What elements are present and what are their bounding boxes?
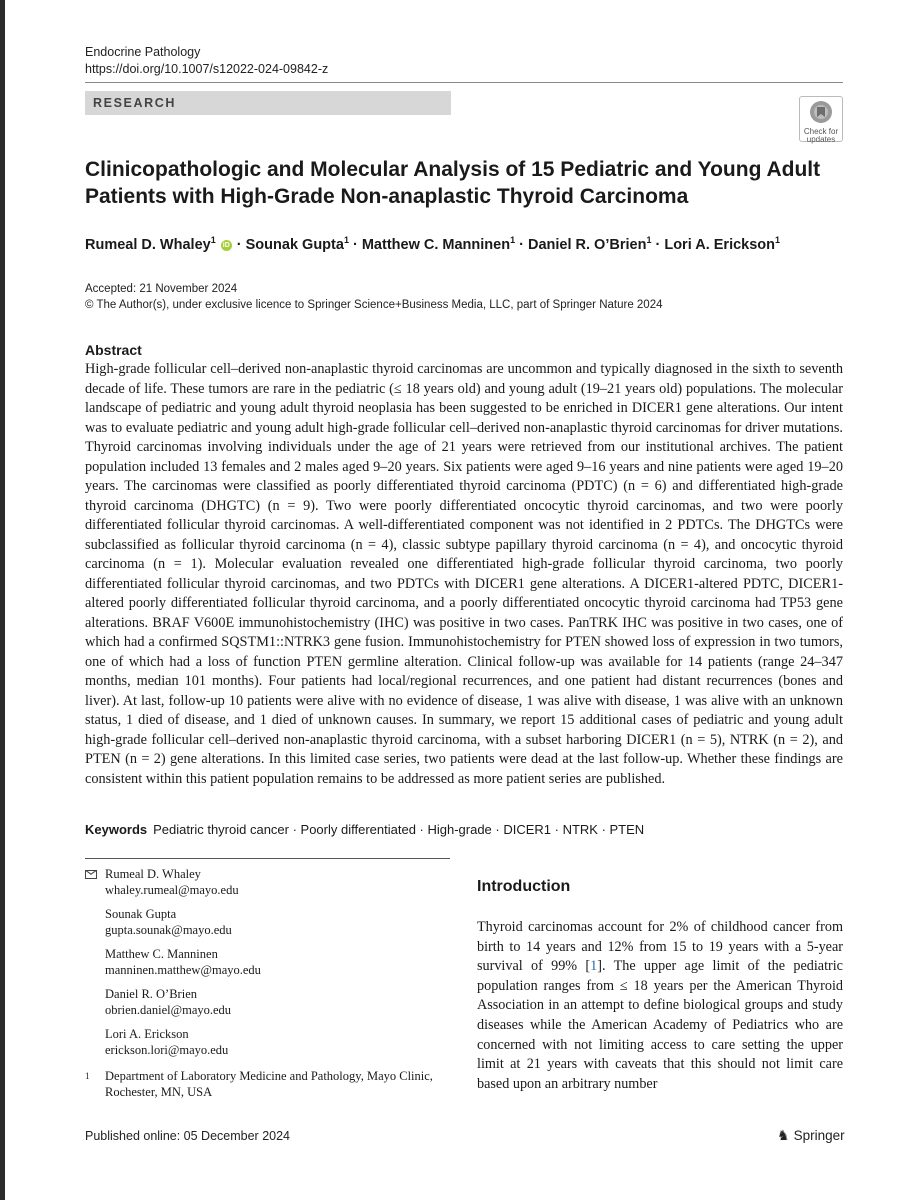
- introduction-heading: Introduction: [477, 878, 571, 895]
- doi-link[interactable]: https://doi.org/10.1007/s12022-024-09842-z: [85, 62, 329, 76]
- keywords-label: Keywords: [85, 822, 148, 837]
- author-affiliation-mark: 1: [343, 235, 349, 245]
- introduction-text: [477, 918, 843, 1094]
- journal-name: Endocrine Pathology: [85, 45, 201, 59]
- author-affiliation-mark: 1: [646, 235, 652, 245]
- article-dates: [85, 282, 845, 313]
- author-name[interactable]: Daniel R. O’Brien: [527, 236, 647, 253]
- abstract-heading: Abstract: [85, 342, 142, 358]
- author-name[interactable]: Lori A. Erickson: [664, 236, 775, 253]
- footnote-divider: [85, 858, 450, 859]
- intro-text-part2: ]. The upper age limit of the pediatric population ranges from ≤ 18 years per the American Thyroid Association in an attempt to define biological groups and study diseases while the American Academy of Pediatrics who are concerned with not limiting access to care setting the upper limit at 21 years with caveats that this should not limit care based upon an arbitrary number: [477, 958, 843, 1092]
- author-name[interactable]: Matthew C. Manninen: [361, 236, 511, 253]
- contact-entry: [85, 946, 450, 978]
- contact-name: Daniel R. O’Brien: [105, 987, 197, 1001]
- contact-entry: [85, 866, 450, 898]
- author-affiliation-mark: 1: [210, 235, 216, 245]
- publisher-name: Springer: [793, 1128, 845, 1143]
- contact-email[interactable]: gupta.sounak@mayo.edu: [105, 923, 232, 937]
- contact-email[interactable]: erickson.lori@mayo.edu: [105, 1043, 229, 1057]
- keywords-list: Pediatric thyroid cancer · Poorly differentiated · High-grade · DICER1 · NTRK · PTEN: [153, 822, 645, 837]
- section-label: RESEARCH: [85, 91, 451, 115]
- accepted-date: Accepted: 21 November 2024: [85, 283, 238, 295]
- affiliation-footnote: [85, 1068, 450, 1100]
- check-updates-icon: [808, 99, 834, 125]
- article-title: Clinicopathologic and Molecular Analysis of 15 Pediatric and Young Adult Patients with High-Grade Non-anaplastic Thyroid Carcinoma: [85, 158, 821, 208]
- contact-entry: [85, 1026, 450, 1058]
- check-for-updates-badge[interactable]: [799, 96, 843, 142]
- author-name[interactable]: Sounak Gupta: [245, 236, 344, 253]
- contact-name: Rumeal D. Whaley: [105, 867, 201, 881]
- author-affiliation-mark: 1: [775, 235, 781, 245]
- check-updates-line1: Check for: [803, 126, 839, 136]
- header-divider: [85, 82, 843, 83]
- affiliation-text: Department of Laboratory Medicine and Pathology, Mayo Clinic, Rochester, MN, USA: [105, 1069, 433, 1099]
- author-list: Rumeal D. Whaley$^1$ iD · Sounak Gupta$^1$ · Matthew C. Manninen$^1$ · Daniel R. O’Brien$^1$ · Lori A. Erickson$^1$: [85, 235, 781, 253]
- springer-horse-icon: ♞: [777, 1127, 790, 1143]
- contact-name: Matthew C. Manninen: [105, 947, 218, 961]
- author-name[interactable]: Rumeal D. Whaley: [85, 236, 211, 253]
- contact-name: Sounak Gupta: [105, 907, 177, 921]
- copyright-notice: © The Author(s), under exclusive licence to Springer Science+Business Media, LLC, part of Springer Nature 2024: [85, 298, 663, 311]
- corresponding-contacts: [85, 866, 450, 1066]
- keywords: [85, 822, 845, 837]
- published-date: Published online: 05 December 2024: [85, 1129, 290, 1143]
- journal-header: [85, 44, 328, 78]
- citation-link[interactable]: 1: [590, 958, 598, 975]
- contact-email[interactable]: manninen.matthew@mayo.edu: [105, 963, 261, 977]
- contact-entry: [85, 906, 450, 938]
- contact-email[interactable]: obrien.daniel@mayo.edu: [105, 1003, 232, 1017]
- publisher-logo: [777, 1127, 845, 1144]
- orcid-icon[interactable]: iD: [222, 241, 230, 249]
- contact-entry: [85, 986, 450, 1018]
- affiliation-number: 1: [85, 1071, 90, 1081]
- contact-email[interactable]: whaley.rumeal@mayo.edu: [105, 883, 239, 897]
- abstract-text: High-grade follicular cell–derived non-anaplastic thyroid carcinomas are uncommon and typically diagnosed in the sixth to seventh decade of life. These tumors are rare in the pediatric (≤ 18 years old) and young adult (19–21 years old) populations. The molecular landscape of pediatric and young adult thyroid neoplasia has been suggested to be enriched in DICER1 gene alterations. Our intent was to evaluate pediatric and young adult high-grade follicular cell–derived non-anaplastic thyroid carcinomas for driver mutations. Thyroid carcinomas involving individuals under the age of 21 years were retrieved from our institutional archives. The patient population included 13 females and 2 males aged 9–20 years. Six patients were aged 9–16 years and nine patients were aged 19–20 years. The carcinomas were classified as poorly differentiated thyroid carcinoma (PDTC) (n = 6) and differentiated high-grade thyroid carcinoma (DHGTC) (n = 9). Two were poorly differentiated oncocytic thyroid carcinomas, and two were poorly differentiated follicular thyroid carcinomas. A well-differentiated component was not identified in 2 PDTCs. The DHGTCs were subclassified as follicular thyroid carcinoma (n = 4), classic subtype papillary thyroid carcinoma (n = 4), and oncocytic thyroid carcinoma (n = 1). Molecular evaluation revealed one differentiated high-grade follicular thyroid carcinoma, two poorly differentiated follicular thyroid carcinomas, and two PDTCs with DICER1 gene alterations. A DICER1-altered PDTC, DICER1-altered poorly differentiated follicular thyroid carcinoma, and a poorly differentiated oncocytic thyroid carcinoma had TP53 gene alterations. BRAF V600E immunohistochemistry (IHC) was positive in two cases. PanTRK IHC was positive in two cases, one of which had a confirmed SQSTM1::NTRK3 gene fusion. Immunohistochemistry for PTEN showed loss of expression in two tumors, one of which had a loss of function PTEN germline alteration. Clinical follow-up was available for 14 patients (range 24–347 months, median 101 months). Four patients had local/regional recurrences, and one patient had distant recurrences (bones and liver). At last, follow-up 10 patients were alive with no evidence of disease, 1 was alive with disease, 1 was alive with an unknown status, 1 died of disease, and 1 died of unknown causes. In summary, we report 15 additional cases of pediatric and young adult high-grade follicular cell–derived non-anaplastic thyroid carcinoma, with a subset harboring DICER1 (n = 5), NTRK (n = 2), and PTEN (n = 2) gene alterations. In this limited case series, two patients were dead at the last follow-up. Whether these findings are consistent within this patient population remains to be addressed as more patient series are published.: [85, 361, 843, 787]
- contact-name: Lori A. Erickson: [105, 1027, 189, 1041]
- check-updates-line2: updates: [806, 135, 836, 144]
- intro-text-part1: Thyroid carcinomas account for 2% of childhood cancer from birth to 14 years and 12% from 15 to 19 years with a 5-year survival of 99% [: [477, 919, 843, 975]
- envelope-icon: [85, 870, 97, 879]
- author-affiliation-mark: 1: [510, 235, 516, 245]
